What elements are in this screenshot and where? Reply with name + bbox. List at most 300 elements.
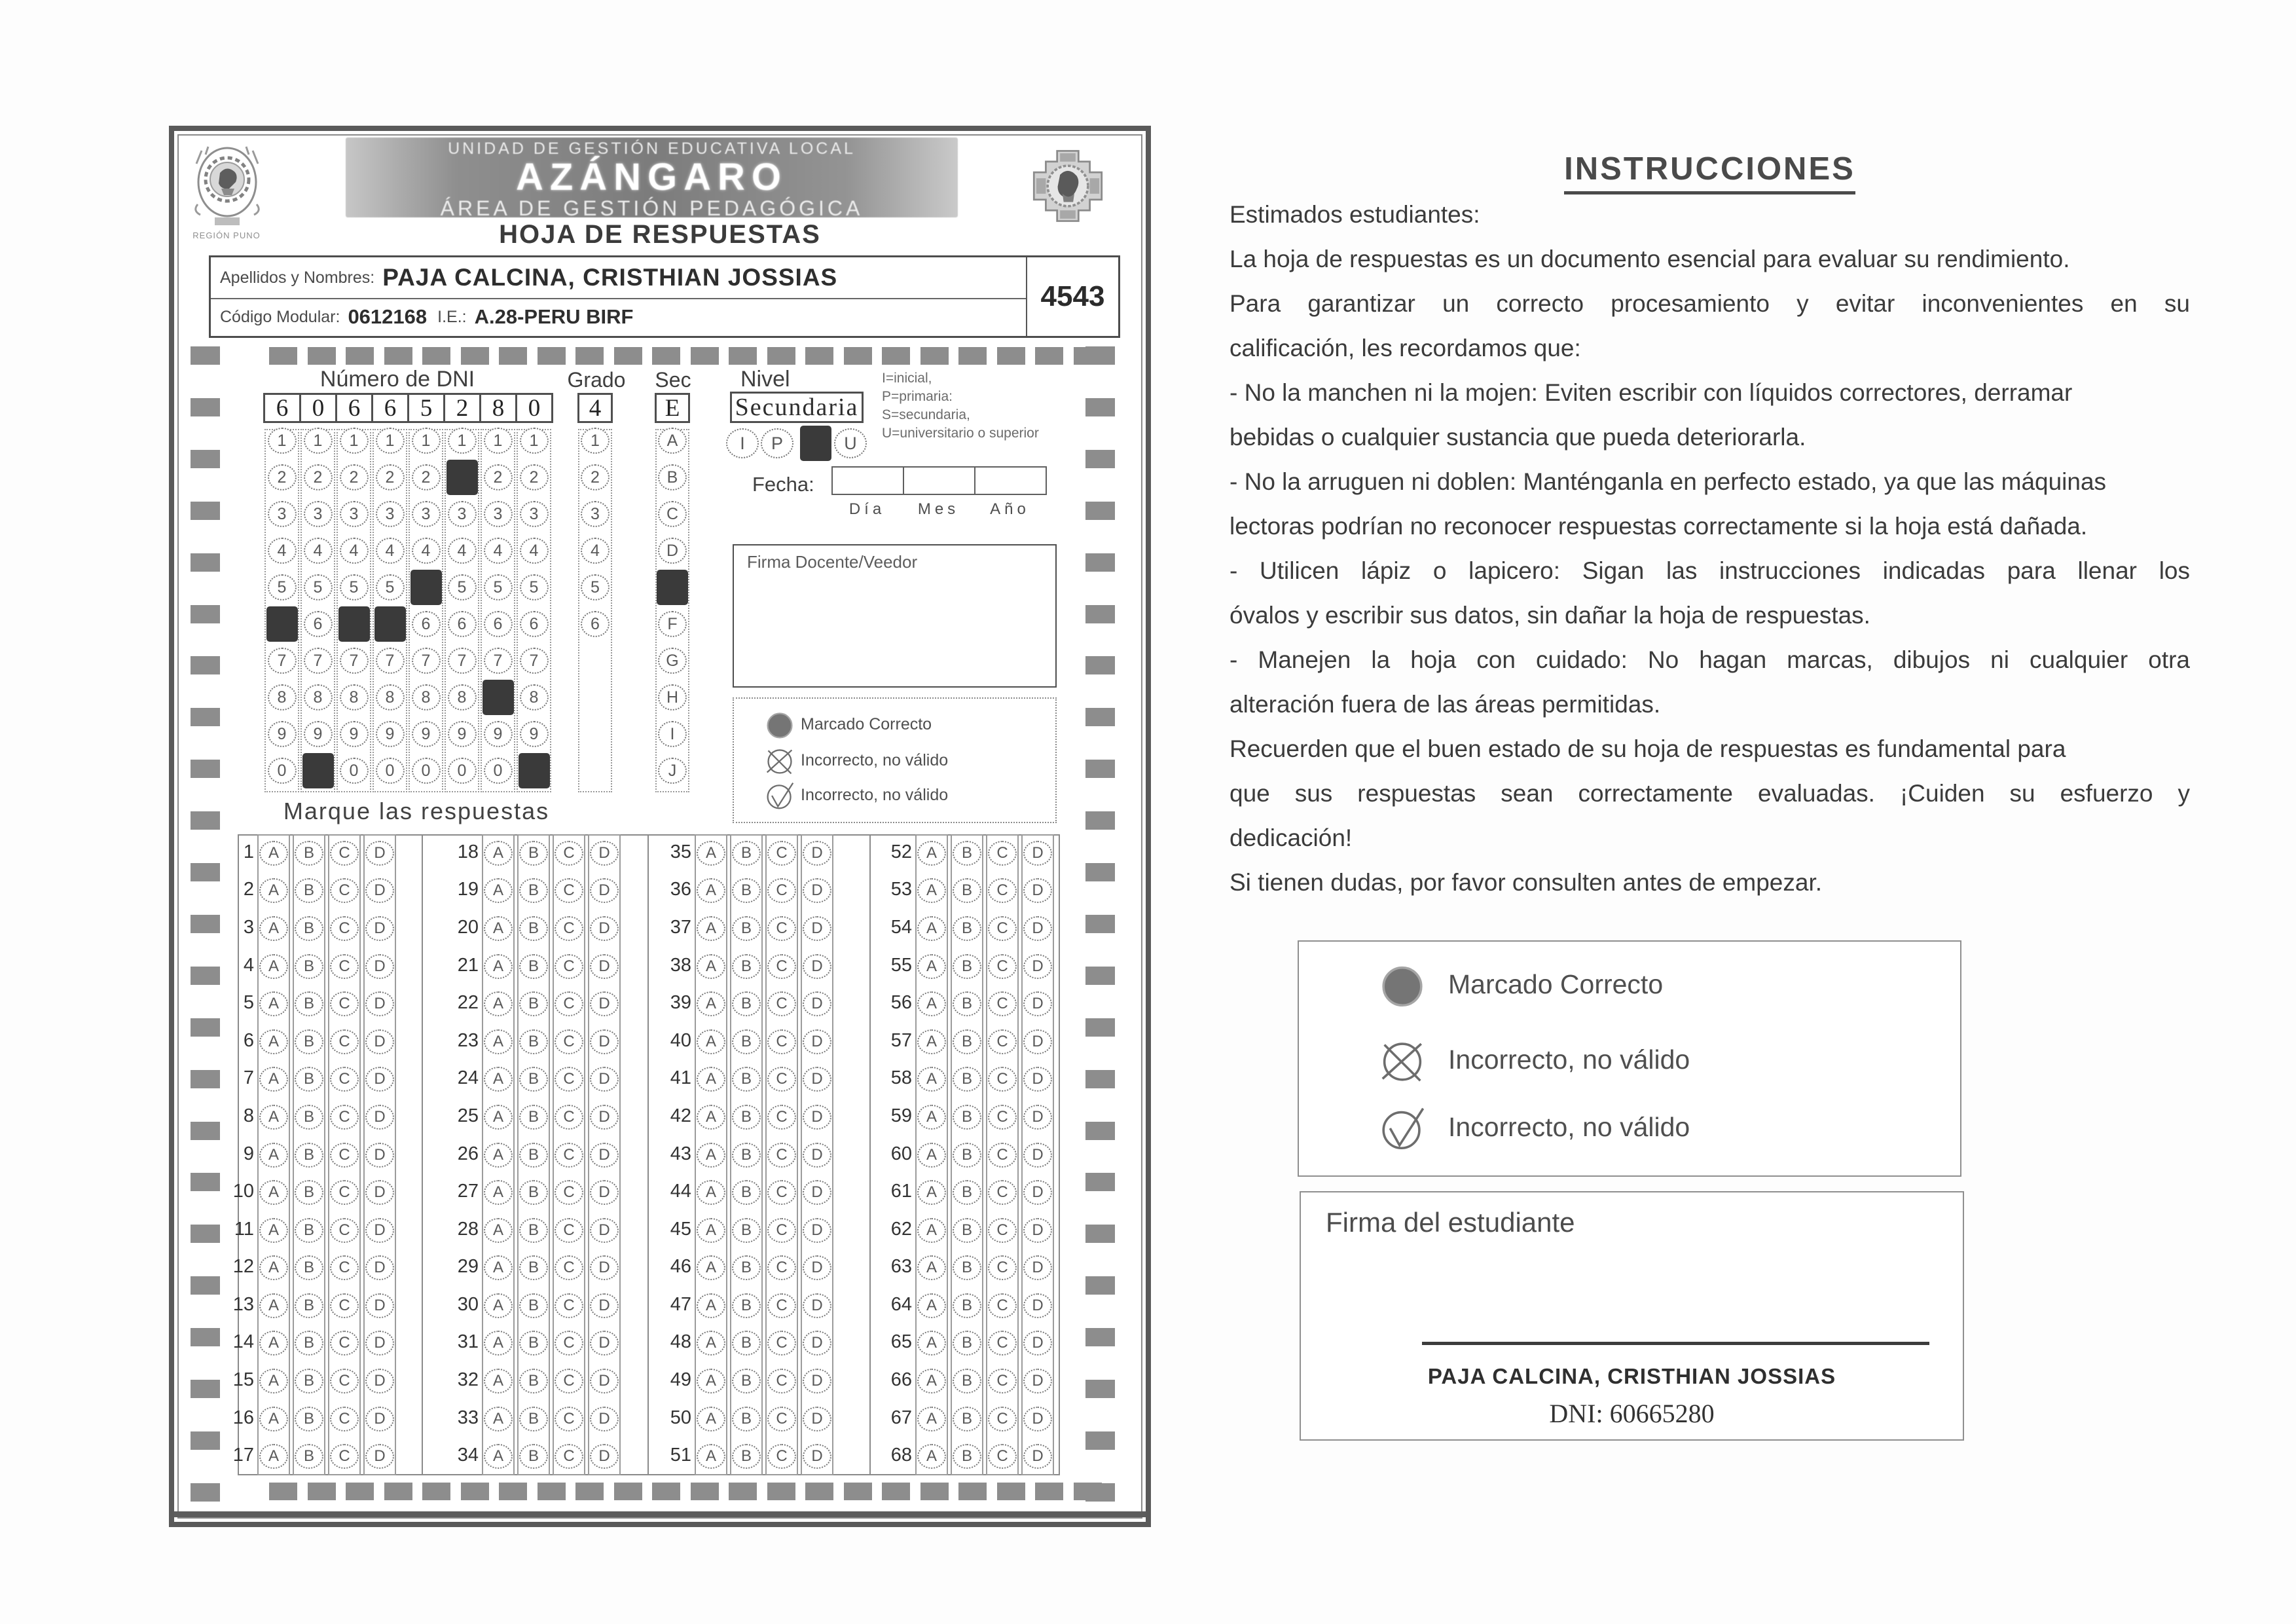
question-number: 67 xyxy=(890,1407,912,1428)
timing-mark xyxy=(308,347,336,365)
answer-bubble: B xyxy=(519,1067,548,1092)
question-number: 7 xyxy=(243,1067,254,1089)
dni-bubble: 6 xyxy=(304,611,333,637)
answer-bubble: D xyxy=(590,1407,619,1431)
answer-bubble: A xyxy=(697,1067,725,1092)
answer-bubble: D xyxy=(803,1105,831,1130)
timing-mark xyxy=(997,1483,1025,1500)
question-number: 14 xyxy=(232,1331,254,1353)
dni-bubble: 0 xyxy=(484,758,513,784)
answer-bubble: C xyxy=(767,1218,796,1243)
answer-bubble: B xyxy=(732,1255,761,1280)
answer-bubble: C xyxy=(330,841,359,866)
ie-value: A.28-PERU BIRF xyxy=(474,305,634,328)
region-label: REGIÓN PUNO xyxy=(192,231,261,240)
question-number: 62 xyxy=(890,1218,912,1240)
answer-bubble: A xyxy=(259,1331,288,1356)
dni-bubble: 4 xyxy=(304,538,333,564)
question-number: 54 xyxy=(890,916,912,938)
answer-bubble: C xyxy=(330,1255,359,1280)
answer-bubble: D xyxy=(590,916,619,941)
answer-bubble: A xyxy=(917,1444,946,1469)
answer-bubble: B xyxy=(953,1180,981,1205)
student-signature-box xyxy=(1300,1191,1964,1441)
answer-bubble: A xyxy=(697,1444,725,1469)
chakana-logo-icon xyxy=(1029,147,1106,225)
timing-mark xyxy=(958,1483,987,1500)
instruction-line: Para garantizar un correcto procesamiento y evitar inconvenientes en su xyxy=(1230,290,2190,317)
answer-bubble: C xyxy=(555,1218,583,1243)
timing-mark xyxy=(422,1483,450,1500)
question-number: 43 xyxy=(670,1143,691,1164)
dni-bubble: 1 xyxy=(520,428,549,454)
answer-bubble: D xyxy=(1023,1067,1052,1092)
answer-bubble: A xyxy=(697,878,725,903)
timing-mark xyxy=(1085,553,1115,572)
dni-bubble: 8 xyxy=(268,684,297,710)
fecha-cell xyxy=(831,466,904,495)
dni-digit-box: 2 xyxy=(443,393,481,423)
timing-mark xyxy=(575,347,604,365)
answer-bubble: D xyxy=(803,991,831,1016)
answer-bubble: D xyxy=(803,1444,831,1469)
question-number: 27 xyxy=(457,1181,479,1202)
crossed-bubble-icon xyxy=(1379,1037,1426,1084)
answer-bubble: B xyxy=(295,1218,323,1243)
answer-bubble: B xyxy=(295,1293,323,1318)
answer-bubble: C xyxy=(767,1293,796,1318)
dni-bubble: 2 xyxy=(340,464,369,490)
dni-bubble: 4 xyxy=(448,538,477,564)
question-number: 61 xyxy=(890,1181,912,1202)
question-number: 39 xyxy=(670,992,691,1014)
dni-bubble: 0 xyxy=(268,758,297,784)
answer-bubble: C xyxy=(330,954,359,979)
answer-bubble: C xyxy=(988,878,1017,903)
timing-mark xyxy=(499,347,527,365)
timing-mark xyxy=(1085,346,1115,365)
answer-bubble: D xyxy=(590,1067,619,1092)
answer-bubble: C xyxy=(330,1029,359,1054)
fecha-col-label: Mes xyxy=(917,500,960,518)
question-number: 63 xyxy=(890,1256,912,1278)
answer-bubble: C xyxy=(555,1407,583,1431)
answer-bubble: A xyxy=(484,1407,513,1431)
timing-mark xyxy=(191,656,220,674)
grado-bubble: 4 xyxy=(581,538,610,564)
answer-bubble: C xyxy=(330,878,359,903)
dni-bubble: 3 xyxy=(412,501,441,527)
instruction-line: Estimados estudiantes: xyxy=(1230,201,1480,228)
answer-bubble: A xyxy=(259,954,288,979)
answer-bubble: B xyxy=(732,841,761,866)
dni-bubble: 7 xyxy=(484,648,513,674)
timing-mark xyxy=(191,450,220,468)
answer-bubble: B xyxy=(295,1331,323,1356)
answer-bubble: B xyxy=(519,841,548,866)
timing-mark xyxy=(191,398,220,416)
timing-mark xyxy=(191,346,220,365)
timing-mark xyxy=(882,347,910,365)
answer-bubble: B xyxy=(732,1105,761,1130)
timing-mark xyxy=(269,1483,297,1500)
question-number: 36 xyxy=(670,879,691,900)
instruction-line: que sus respuestas sean correctamente evaluadas. ¡Cuiden su esfuerzo y xyxy=(1230,780,2190,807)
answer-bubble: D xyxy=(1023,1407,1052,1431)
answer-bubble: C xyxy=(988,1029,1017,1054)
answer-bubble: B xyxy=(295,1105,323,1130)
answer-bubble: A xyxy=(259,1293,288,1318)
answer-bubble: B xyxy=(732,916,761,941)
dni-bubble-filled xyxy=(302,753,334,788)
answer-bubble: D xyxy=(590,878,619,903)
question-number: 52 xyxy=(890,841,912,862)
answer-bubble: A xyxy=(917,1369,946,1393)
timing-mark xyxy=(882,1483,910,1500)
timing-mark xyxy=(805,347,833,365)
answer-bubble: D xyxy=(803,1029,831,1054)
answer-bubble: D xyxy=(590,1218,619,1243)
instructions-marking-legend-box xyxy=(1298,940,1961,1177)
question-number: 48 xyxy=(670,1331,691,1353)
dni-digit-box: 6 xyxy=(371,393,409,423)
answer-bubble: A xyxy=(484,1369,513,1393)
answer-bubble: A xyxy=(697,1293,725,1318)
answer-bubble: D xyxy=(365,1331,394,1356)
nivel-bubble-filled xyxy=(800,426,831,461)
answer-bubble: A xyxy=(697,1143,725,1168)
timing-mark xyxy=(1085,760,1115,778)
fecha-col-label: Día xyxy=(848,500,886,518)
sec-bubble: F xyxy=(658,611,687,637)
question-number: 60 xyxy=(890,1143,912,1164)
answer-bubble: B xyxy=(732,1180,761,1205)
answer-bubble: B xyxy=(732,1218,761,1243)
nivel-value-box: Secundaria xyxy=(730,392,864,423)
answer-bubble: B xyxy=(295,916,323,941)
instruction-line: lectoras podrían no reconocer respuestas correctamente si la hoja está dañada. xyxy=(1230,513,2088,540)
answer-bubble: C xyxy=(555,1105,583,1130)
timing-mark xyxy=(191,605,220,623)
answer-bubble: C xyxy=(988,1255,1017,1280)
answer-bubble: C xyxy=(555,1255,583,1280)
answer-bubble: B xyxy=(732,878,761,903)
answer-bubble: A xyxy=(259,991,288,1016)
answer-bubble: B xyxy=(519,1218,548,1243)
answer-bubble: B xyxy=(953,1143,981,1168)
answer-bubble: B xyxy=(295,954,323,979)
answer-bubble: D xyxy=(365,878,394,903)
dni-bubble: 0 xyxy=(376,758,405,784)
answer-bubble: D xyxy=(590,1029,619,1054)
answer-bubble: B xyxy=(732,1407,761,1431)
timing-mark xyxy=(1035,1483,1063,1500)
answer-bubble: D xyxy=(1023,1218,1052,1243)
answer-bubble: B xyxy=(732,1143,761,1168)
answer-bubble: A xyxy=(917,1143,946,1168)
answer-bubble: A xyxy=(484,1331,513,1356)
firma-docente-label: Firma Docente/Veedor xyxy=(747,552,918,572)
answer-bubble: D xyxy=(590,954,619,979)
instruction-line: bebidas o cualquier sustancia que pueda deteriorarla. xyxy=(1230,424,1806,451)
answer-bubble: D xyxy=(365,1067,394,1092)
instruction-line: La hoja de respuestas es un documento esencial para evaluar su rendimiento. xyxy=(1230,246,2070,272)
marking-legend-label: Incorrecto, no válido xyxy=(1448,1111,1690,1142)
answer-bubble: D xyxy=(590,1293,619,1318)
question-number: 31 xyxy=(457,1331,479,1353)
dni-bubble: 9 xyxy=(412,721,441,747)
answer-bubble: C xyxy=(988,1369,1017,1393)
answer-bubble: C xyxy=(767,916,796,941)
timing-mark xyxy=(1085,1122,1115,1140)
answer-bubble: D xyxy=(365,1180,394,1205)
answer-bubble: A xyxy=(259,1218,288,1243)
answer-bubble: D xyxy=(1023,1255,1052,1280)
answer-bubble: A xyxy=(697,1331,725,1356)
dni-bubble: 3 xyxy=(448,501,477,527)
answer-bubble: C xyxy=(988,1218,1017,1243)
answer-bubble: D xyxy=(1023,991,1052,1016)
answer-bubble: A xyxy=(917,1255,946,1280)
nivel-bubble: I xyxy=(726,428,759,458)
fecha-label: Fecha: xyxy=(752,473,814,496)
answer-bubble: C xyxy=(555,916,583,941)
answer-bubble: B xyxy=(953,1331,981,1356)
sec-bubble: G xyxy=(658,648,687,674)
signature-line xyxy=(1422,1342,1929,1345)
answer-bubble: C xyxy=(330,1143,359,1168)
answer-bubble: B xyxy=(519,954,548,979)
answer-bubble: C xyxy=(767,991,796,1016)
dni-bubble: 2 xyxy=(376,464,405,490)
timing-mark xyxy=(958,347,987,365)
dni-bubble: 9 xyxy=(484,721,513,747)
answer-bubble: D xyxy=(365,1407,394,1431)
dni-bubble: 0 xyxy=(412,758,441,784)
instructions-text xyxy=(1230,193,2190,905)
signature-dni-label: DNI: xyxy=(1549,1399,1603,1428)
answer-bubble: B xyxy=(732,1293,761,1318)
answer-bubble: A xyxy=(259,1255,288,1280)
answer-bubble: B xyxy=(953,1255,981,1280)
answer-bubble: C xyxy=(988,1331,1017,1356)
dni-bubble: 2 xyxy=(412,464,441,490)
answer-bubble: B xyxy=(295,1143,323,1168)
answer-bubble: C xyxy=(767,1369,796,1393)
answer-bubble: A xyxy=(259,1105,288,1130)
marking-legend-label: Marcado Correcto xyxy=(1448,969,1664,999)
dni-bubble: 9 xyxy=(376,721,405,747)
question-number: 4 xyxy=(243,954,254,976)
answer-bubble: A xyxy=(259,1180,288,1205)
answer-bubble: C xyxy=(330,1293,359,1318)
answer-bubble: D xyxy=(590,1180,619,1205)
instructions-title: INSTRUCCIONES xyxy=(1564,151,1855,194)
dni-bubble: 3 xyxy=(304,501,333,527)
dni-bubble: 7 xyxy=(340,648,369,674)
dni-bubble: 8 xyxy=(376,684,405,710)
answer-bubble: D xyxy=(365,1105,394,1130)
question-number: 24 xyxy=(457,1067,479,1089)
fecha-col-label: Año xyxy=(990,500,1030,518)
answer-bubble: D xyxy=(1023,841,1052,866)
timing-mark xyxy=(1085,656,1115,674)
answer-bubble: A xyxy=(484,1180,513,1205)
answer-bubble: D xyxy=(803,1143,831,1168)
timing-mark xyxy=(269,347,297,365)
dni-bubble: 0 xyxy=(448,758,477,784)
nivel-legend-line: U=universitario o superior xyxy=(882,426,1039,441)
answer-bubble: A xyxy=(259,1407,288,1431)
dni-bubble: 7 xyxy=(376,648,405,674)
answer-bubble: A xyxy=(697,1180,725,1205)
answer-bubble: C xyxy=(330,1180,359,1205)
codigo-row xyxy=(211,298,1026,336)
dni-bubble: 5 xyxy=(304,574,333,600)
banner-org-name: AZÁNGARO xyxy=(515,156,788,198)
answer-bubble: B xyxy=(732,1369,761,1393)
dni-bubble: 7 xyxy=(412,648,441,674)
dni-bubble: 4 xyxy=(412,538,441,564)
answer-bubble: A xyxy=(917,1293,946,1318)
nivel-section-label: Nivel xyxy=(740,367,790,392)
dni-digit-box: 0 xyxy=(299,393,337,423)
timing-mark xyxy=(691,1483,719,1500)
answer-bubble: A xyxy=(484,954,513,979)
answer-bubble: A xyxy=(484,916,513,941)
filled-bubble-icon xyxy=(765,710,795,740)
nivel-legend xyxy=(882,369,1039,443)
answer-bubble: C xyxy=(767,1444,796,1469)
dni-bubble: 2 xyxy=(268,464,297,490)
question-number: 41 xyxy=(670,1067,691,1089)
dni-bubble: 4 xyxy=(340,538,369,564)
dni-bubble: 4 xyxy=(376,538,405,564)
banner-line1: UNIDAD DE GESTIÓN EDUCATIVA LOCAL xyxy=(448,139,856,158)
answer-bubble: C xyxy=(988,954,1017,979)
sec-bubble: D xyxy=(658,538,687,564)
instruction-line: - Utilicen lápiz o lapicero: Sigan las instrucciones indicadas para llenar los xyxy=(1230,557,2190,584)
dni-bubble: 6 xyxy=(484,611,513,637)
timing-mark xyxy=(1085,1276,1115,1295)
answer-bubble: C xyxy=(988,1444,1017,1469)
dni-bubble: 7 xyxy=(304,648,333,674)
dni-bubble: 6 xyxy=(520,611,549,637)
answer-bubble: B xyxy=(519,1369,548,1393)
answer-bubble: B xyxy=(953,1444,981,1469)
dni-bubble: 1 xyxy=(448,428,477,454)
question-number: 53 xyxy=(890,879,912,900)
nivel-bubble: U xyxy=(834,428,867,458)
question-number: 30 xyxy=(457,1293,479,1315)
answer-bubble: A xyxy=(484,1255,513,1280)
timing-mark xyxy=(1085,1070,1115,1088)
timing-mark xyxy=(805,1483,833,1500)
answer-bubble: B xyxy=(953,841,981,866)
dni-bubble: 3 xyxy=(268,501,297,527)
answer-bubble: A xyxy=(917,916,946,941)
timing-mark xyxy=(920,347,949,365)
answer-bubble: C xyxy=(767,1143,796,1168)
answer-bubble: C xyxy=(988,1067,1017,1092)
dni-bubble: 5 xyxy=(448,574,477,600)
answer-bubble: B xyxy=(732,1029,761,1054)
answer-bubble: C xyxy=(555,1067,583,1092)
question-number: 3 xyxy=(243,916,254,938)
answer-bubble: C xyxy=(767,1407,796,1431)
answer-bubble: A xyxy=(259,1029,288,1054)
answer-bubble: B xyxy=(953,1067,981,1092)
answer-bubble: D xyxy=(803,1218,831,1243)
answer-bubble: A xyxy=(484,1444,513,1469)
dni-bubble: 3 xyxy=(484,501,513,527)
answer-bubble: C xyxy=(555,1293,583,1318)
nivel-legend-line: S=secundaria, xyxy=(882,407,970,422)
answer-bubble: C xyxy=(988,1293,1017,1318)
answer-bubble: C xyxy=(330,916,359,941)
answer-bubble: A xyxy=(259,878,288,903)
answer-bubble: C xyxy=(988,1105,1017,1130)
instructions-panel xyxy=(1230,151,2190,1444)
student-info-box xyxy=(209,255,1120,338)
dni-bubble: 8 xyxy=(340,684,369,710)
answer-bubble: D xyxy=(365,841,394,866)
answer-bubble: B xyxy=(953,991,981,1016)
dni-bubble: 5 xyxy=(376,574,405,600)
timing-mark xyxy=(1085,1225,1115,1243)
answer-bubble: A xyxy=(484,1105,513,1130)
timing-mark xyxy=(997,347,1025,365)
dni-bubble: 1 xyxy=(340,428,369,454)
answer-bubble: D xyxy=(365,1255,394,1280)
region-puno-crest-icon xyxy=(189,141,266,231)
instruction-line: calificación, les recordamos que: xyxy=(1230,335,1581,361)
nivel-legend-line: P=primaria: xyxy=(882,389,953,404)
dni-bubble: 2 xyxy=(484,464,513,490)
crossed-bubble-icon xyxy=(765,746,795,776)
answer-bubble: B xyxy=(732,991,761,1016)
dni-bubble: 6 xyxy=(448,611,477,637)
question-number: 20 xyxy=(457,916,479,938)
answer-bubble: B xyxy=(295,1180,323,1205)
dni-bubble-filled xyxy=(410,570,442,605)
answer-bubble: D xyxy=(365,1029,394,1054)
answer-bubble: B xyxy=(295,1067,323,1092)
answer-bubble: D xyxy=(1023,1369,1052,1393)
timing-mark xyxy=(1085,1431,1115,1450)
answer-bubble: C xyxy=(767,954,796,979)
answer-bubble: D xyxy=(803,1255,831,1280)
answer-bubble: D xyxy=(803,1407,831,1431)
question-number: 55 xyxy=(890,954,912,976)
answer-bubble: A xyxy=(697,991,725,1016)
question-number: 10 xyxy=(232,1181,254,1202)
answer-bubble: B xyxy=(295,1369,323,1393)
dni-bubble: 3 xyxy=(520,501,549,527)
timing-mark xyxy=(191,553,220,572)
answer-bubble: A xyxy=(697,1369,725,1393)
marque-label: Marque las respuestas xyxy=(283,798,550,824)
question-number: 58 xyxy=(890,1067,912,1089)
fecha-cell xyxy=(974,466,1047,495)
instruction-line: dedicación! xyxy=(1230,824,1353,851)
dni-digit-box: 5 xyxy=(407,393,445,423)
dni-bubble: 1 xyxy=(376,428,405,454)
answer-bubble: B xyxy=(953,1293,981,1318)
sheet-marking-legend-box xyxy=(733,697,1057,823)
answer-bubble: C xyxy=(988,916,1017,941)
grado-section-label: Grado xyxy=(567,368,626,392)
